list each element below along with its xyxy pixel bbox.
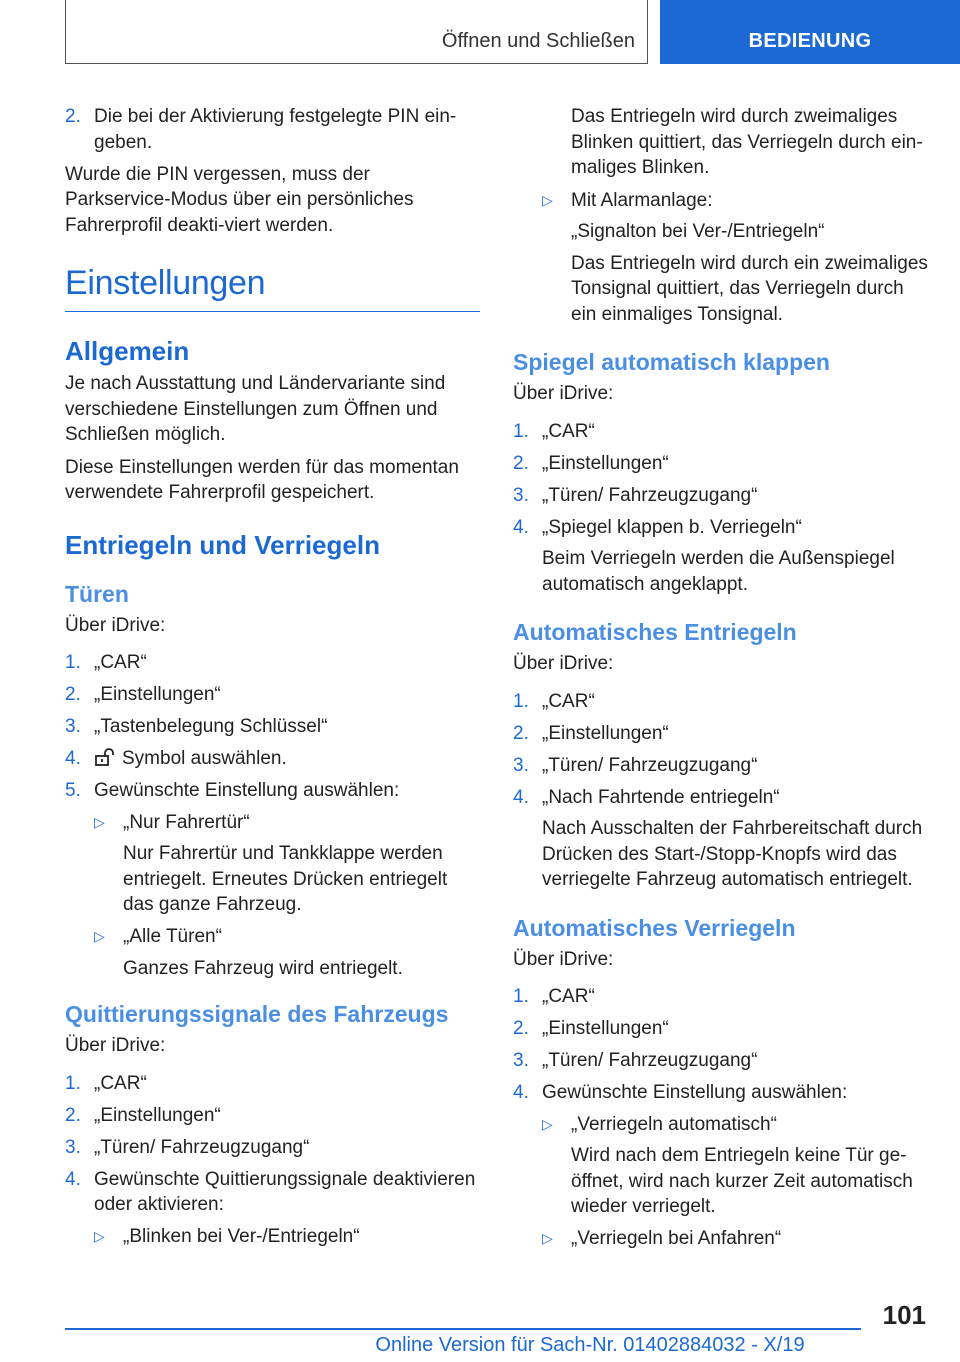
list-item: [513, 689, 933, 715]
list-item: [65, 1135, 480, 1161]
step-number: 2.: [65, 684, 81, 705]
section-heading-entriegeln: Entriegeln und Verriegeln: [65, 529, 380, 560]
list-item: [513, 515, 933, 598]
step-text: „CAR“: [94, 652, 147, 673]
paragraph: Über iDrive:: [513, 383, 614, 404]
section-tab-label: BEDIENUNG: [748, 30, 872, 52]
step-text: „Türen/ Fahrzeugzugang“: [542, 484, 758, 506]
step-text: „Einstellungen“: [94, 684, 221, 705]
step-text: Die bei der Aktivierung festgelegte PIN ein-geben.: [94, 106, 457, 153]
triangle-right-icon: ▷: [94, 928, 105, 944]
list-item: [513, 753, 933, 779]
option-label: „Blinken bei Ver-/Entriegeln“: [123, 1225, 360, 1247]
option-description: Das Entriegeln wird durch ein zweimaliges Tonsignal quittiert, das Verriegeln durch ein einmaliges Tonsignal.: [571, 252, 928, 325]
triangle-right-icon: ▷: [542, 1230, 553, 1246]
step-text: „Einstellungen“: [542, 722, 669, 744]
list-item: [65, 104, 480, 155]
list-item: [94, 1224, 480, 1250]
list-item: [94, 924, 480, 981]
list-item: [94, 810, 480, 918]
option-label: Mit Alarmanlage:: [571, 189, 713, 211]
option-label: „Verriegeln automatisch“: [571, 1113, 777, 1135]
step-number: 1.: [513, 986, 529, 1007]
list-item: [513, 984, 933, 1010]
subsection-heading-spiegel: Spiegel automatisch klappen: [513, 349, 830, 375]
steps-list: [513, 984, 933, 1252]
triangle-right-icon: ▷: [94, 1227, 105, 1244]
steps-list: [65, 650, 480, 981]
list-item: [542, 1226, 933, 1252]
right-column: [513, 104, 933, 1258]
list-item: [513, 1048, 933, 1074]
list-item: [65, 650, 480, 676]
list-item: [65, 682, 480, 708]
list-item: [513, 451, 933, 477]
subsection-heading-tueren: Türen: [65, 580, 129, 607]
step-number: 3.: [513, 1050, 529, 1071]
option-label: „Verriegeln bei Anfahren“: [571, 1228, 782, 1249]
option-description: Wird nach dem Entriegeln keine Tür ge-öffnet, wird nach kurzer Zeit automatisch wieder verriegelt.: [571, 1145, 913, 1217]
subsection-heading-quittierung: Quittierungssignale des Fahrzeugs: [65, 1001, 449, 1027]
steps-list: [65, 1071, 480, 1250]
step-number: 1.: [65, 1072, 81, 1094]
triangle-right-icon: ▷: [94, 813, 105, 830]
list-item: [65, 1167, 480, 1250]
step-number: 4.: [65, 1168, 81, 1190]
steps-list: [513, 419, 933, 598]
footer-divider: [65, 1328, 861, 1330]
list-item: [542, 1112, 933, 1220]
step-text: „Einstellungen“: [542, 452, 669, 474]
step-number: 4.: [513, 1082, 529, 1103]
step-number: 2.: [65, 1104, 81, 1126]
step-number: 2.: [65, 106, 81, 127]
step-text: „Einstellungen“: [542, 1018, 669, 1039]
triangle-right-icon: ▷: [542, 191, 553, 208]
step-number: 3.: [65, 716, 81, 737]
footer-online-version: [0, 1334, 960, 1357]
option-label: „Alle Türen“: [123, 926, 222, 947]
step-number: 4.: [65, 748, 81, 769]
step-number: 4.: [513, 786, 529, 808]
step-text: Gewünschte Quittierungssignale deaktivieren oder aktivieren:: [94, 1168, 476, 1215]
step-number: 3.: [65, 1136, 81, 1158]
step-number: 3.: [513, 754, 529, 776]
step-text: Symbol auswählen.: [122, 748, 287, 769]
step-number: 2.: [513, 722, 529, 744]
page-number: 101: [882, 1300, 926, 1330]
options-list: [542, 1112, 933, 1252]
list-item: [542, 188, 933, 328]
step-number: 4.: [513, 516, 529, 538]
step-number: 1.: [513, 690, 529, 712]
step-text: „Einstellungen“: [94, 1104, 221, 1126]
list-item: [513, 1016, 933, 1042]
step-number: 2.: [513, 452, 529, 474]
options-list: [94, 1224, 480, 1250]
step-text: „Türen/ Fahrzeugzugang“: [542, 754, 758, 776]
chapter-title-header: Öffnen und Schließen: [441, 30, 635, 52]
step-text: „Nach Fahrtende entriegeln“: [542, 786, 780, 808]
subsection-heading-auto-verriegeln: Automatisches Verriegeln: [513, 914, 796, 941]
option-description: Ganzes Fahrzeug wird entriegelt.: [123, 957, 403, 979]
paragraph: Über iDrive:: [513, 948, 614, 970]
list-item: [65, 714, 480, 740]
step-text: „CAR“: [542, 986, 595, 1007]
triangle-right-icon: ▷: [542, 1115, 553, 1132]
chapter-heading: Einstellungen: [65, 264, 480, 312]
list-item: [513, 1080, 933, 1252]
step-text: Gewünschte Einstellung auswählen:: [542, 1082, 848, 1103]
step-number: 1.: [65, 652, 81, 673]
step-text: „Tastenbelegung Schlüssel“: [94, 716, 328, 737]
step-number: 2.: [513, 1018, 529, 1039]
list-item: [513, 721, 933, 747]
section-tab[interactable]: [660, 0, 960, 64]
list-item: [65, 1071, 480, 1097]
step-description: Nach Ausschalten der Fahrbereitschaft durch Drücken des Start-/Stopp-Knopfs wird das verriegelte Fahrzeug automatisch entriegelt.: [542, 818, 923, 890]
option-description: Das Entriegeln wird durch zweimaliges Blinken quittiert, das Verriegeln durch ein-maliges Blinken.: [571, 106, 923, 178]
step-text: „Türen/ Fahrzeugzugang“: [542, 1050, 758, 1071]
step-text: „Türen/ Fahrzeugzugang“: [94, 1136, 310, 1158]
options-list: [542, 188, 933, 328]
steps-list: [513, 689, 933, 893]
step-text: „CAR“: [542, 420, 595, 442]
option-label: „Nur Fahrertür“: [123, 811, 250, 833]
list-item: [513, 419, 933, 445]
step-number: 5.: [65, 780, 81, 801]
header-chapter-box: [65, 0, 648, 64]
paragraph: Je nach Ausstattung und Ländervariante sind verschiedene Einstellungen zum Öffnen und Schließen möglich.: [65, 373, 446, 445]
step-number: 1.: [513, 420, 529, 442]
section-heading-allgemein: Allgemein: [65, 336, 190, 366]
paragraph: Über iDrive:: [513, 653, 614, 674]
option-description: Nur Fahrertür und Tankklappe werden entriegelt. Erneutes Drücken entriegelt das ganze Fahrzeug.: [123, 843, 448, 915]
paragraph: Wurde die PIN vergessen, muss der Parkservice-Modus über ein persönliches Fahrerprofil deakti-viert werden.: [65, 163, 414, 236]
step-text: „CAR“: [542, 690, 595, 712]
option-sublabel: „Signalton bei Ver-/Entriegeln“: [571, 221, 825, 242]
continued-option: [513, 104, 933, 181]
subsection-heading-auto-entriegeln: Automatisches Entriegeln: [513, 619, 797, 645]
paragraph: Diese Einstellungen werden für das momentan verwendete Fahrerprofil gespeichert.: [65, 456, 459, 503]
step-text: Gewünschte Einstellung auswählen:: [94, 780, 400, 801]
unlock-icon: [94, 748, 116, 766]
paragraph: Über iDrive:: [65, 614, 166, 636]
left-column: [65, 104, 480, 1256]
list-item: [513, 483, 933, 509]
step-description: Beim Verriegeln werden die Außenspiegel automatisch angeklappt.: [542, 548, 895, 595]
list-item: [65, 1103, 480, 1129]
step-number: 3.: [513, 484, 529, 506]
list-item: [65, 746, 480, 772]
options-list: [94, 810, 480, 982]
step-text: „CAR“: [94, 1072, 147, 1094]
footer-online-text: Online Version für Sach-Nr. 01402884032 - X/19: [375, 1334, 805, 1356]
continued-steps: [65, 104, 480, 155]
paragraph: Über iDrive:: [65, 1035, 166, 1056]
list-item: [65, 778, 480, 981]
list-item: [513, 785, 933, 893]
step-text: „Spiegel klappen b. Verriegeln“: [542, 516, 802, 538]
